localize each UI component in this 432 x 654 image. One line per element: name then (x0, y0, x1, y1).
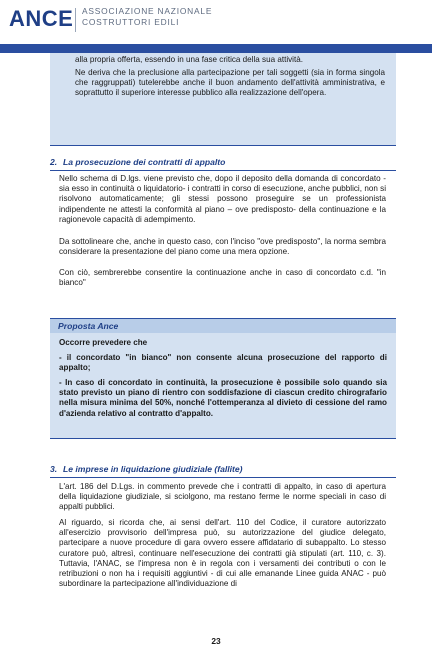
box-paragraph-1: alla propria offerta, essendo in una fase critica della sua attività. (75, 55, 303, 64)
header-bar (0, 44, 432, 53)
proposal-item-1: - il concordato "in bianco" non consente alcuna prosecuzione del rapporto di appalto; (59, 353, 387, 373)
proposal-box (50, 333, 396, 439)
association-name-line2: COSTRUTTORI EDILI (82, 17, 180, 27)
section-2-title: La prosecuzione dei contratti di appalto (63, 157, 226, 167)
section-2-paragraph-3: Con ciò, sembrerebbe consentire la continuazione anche in caso di concordato c.d. "in bianco" (59, 268, 386, 288)
section-2-number: 2. (50, 157, 58, 167)
association-name-line1: ASSOCIAZIONE NAZIONALE (82, 6, 213, 16)
section-3-title: Le imprese in liquidazione giudiziale (fallite) (63, 464, 243, 474)
section-3-rule (50, 477, 396, 478)
section-3-number: 3. (50, 464, 58, 474)
box-paragraph-2: Ne deriva che la preclusione alla partecipazione per tali soggetti (sia in forma singola che raggruppati) tutelerebbe anche il buon andamento dell'attività amministrativa, e soprattutto il superiore interesse pubblico alla realizzazione dell'opera. (75, 68, 385, 98)
section-2-paragraph-1: Nello schema di D.lgs. viene previsto che, dopo il deposito della domanda di concordato - sia esso in continuità o liquidatorio- i contratti in corso di esecuzione, anche pubblici, non si risolvono automaticamente; gli stessi possono proseguire se un professionista indipendente ne attesti la conformità al piano – ove predisposto- della continuazione e la ragionevole capacità di adempimento. (59, 174, 386, 224)
page-header (0, 0, 432, 58)
page-number: 23 (211, 636, 221, 646)
ance-logo: ANCE (9, 6, 74, 31)
proposal-item-2: - In caso di concordato in continuità, la prosecuzione è possibile solo quando sia stato previsto un piano di rientro con soddisfazione di ciascun credito chirografario nella misura minima del 50%, nonché l'ottemperanza al divieto di cessione del ramo d'azienda relativo al contratto d'appalto. (59, 378, 387, 418)
logo-divider (75, 8, 76, 32)
section-2-heading (50, 157, 225, 167)
proposal-intro: Occorre prevedere che (59, 338, 148, 347)
section-3-paragraph-2: Al riguardo, si ricorda che, ai sensi dell'art. 110 del Codice, il curatore autorizzato all'esercizio provvisorio dell'impresa può, su autorizzazione del giudice delegato, partecipare a nuove procedure di gara ovvero essere affidatario di subappalto. Lo stesso curatore può, altresì, continuare nell'esecuzione dei contratti già stipulati (art. 110, c. 3). Tuttavia, l'ANAC, se l'impresa non è in regola con i versamenti dei contributi o con le retribuzioni o non ha i requisiti aggiuntivi - di cui alle emanande Linee guida ANAC - può subordinare la partecipazione all'individuazione di (59, 518, 386, 589)
association-name (82, 6, 212, 28)
section-2-paragraph-2: Da sottolineare che, anche in questo caso, con l'inciso "ove predisposto", la norma sembra considerare la presentazione del piano come una mera opzione. (59, 237, 386, 257)
section-3-heading (50, 464, 243, 474)
section-3-paragraph-1: L'art. 186 del D.Lgs. in commento prevede che i contratti di appalto, in caso di apertura della liquidazione giudiziale, si sciolgono, ma restano ferme le norme speciali in caso di appalti pubblici. (59, 482, 386, 512)
continued-proposal-box (50, 53, 396, 146)
proposal-heading: Proposta Ance (50, 318, 396, 333)
section-2-rule (50, 170, 396, 171)
